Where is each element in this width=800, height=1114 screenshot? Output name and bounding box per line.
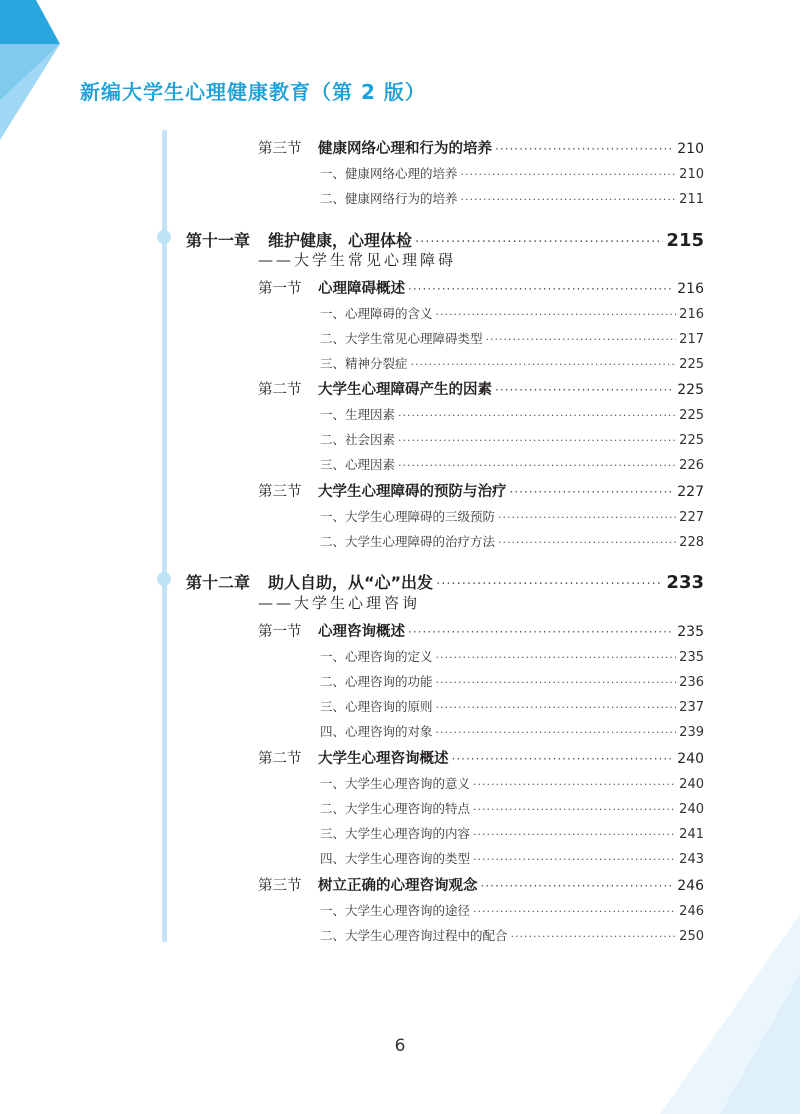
toc-item-row[interactable] [320,774,704,792]
item-label: 二、社会因素 [320,432,396,447]
page-ref: 235 [677,624,704,640]
page-number: 6 [394,1036,406,1056]
item-label: 二、健康网络行为的培养 [320,191,458,206]
dot-leader [436,701,677,714]
page-ref: 243 [679,852,704,867]
dot-leader [473,853,676,866]
page-ref: 237 [679,700,704,715]
dot-leader [461,193,677,206]
item-label: 四、大学生心理咨询的类型 [320,851,471,866]
toc-item-row[interactable] [320,354,704,372]
dot-leader [481,879,675,893]
dot-leader [436,651,677,664]
dot-leader [398,434,676,447]
page-ref: 225 [677,382,704,398]
toc-section-row[interactable] [258,620,704,641]
page-ref: 217 [679,332,704,347]
chapter-number: 第十二章 [186,573,251,592]
item-label: 二、大学生常见心理障碍类型 [320,331,483,346]
section-number: 第三节 [258,484,302,500]
dot-leader [398,409,676,422]
toc-item-row[interactable] [320,164,704,182]
page-ref: 227 [679,510,704,525]
toc-section-row[interactable] [258,277,704,298]
page-ref: 250 [679,929,704,944]
section-title: 心理咨询概述 [318,624,405,640]
item-label: 二、大学生心理障碍的治疗方法 [320,534,496,549]
dot-leader [436,577,663,592]
timeline-line [162,130,167,942]
toc-section-row[interactable] [258,378,704,399]
dot-leader [498,536,676,549]
dot-leader [436,676,677,689]
dot-leader [510,485,675,499]
page-ref: 210 [677,141,704,157]
dot-leader [398,459,676,472]
page-ref: 246 [677,878,704,894]
toc-item-row[interactable] [320,189,704,207]
dot-leader [495,142,674,156]
toc-item-row[interactable] [320,697,704,715]
section-number: 第一节 [258,281,302,297]
page-ref: 240 [677,751,704,767]
toc-item-row[interactable] [320,405,704,423]
item-label: 三、大学生心理咨询的内容 [320,826,471,841]
dot-leader [498,511,676,524]
toc-item-row[interactable] [320,430,704,448]
item-label: 二、心理咨询的功能 [320,674,433,689]
dot-leader [473,778,676,791]
page-ref: 241 [679,827,704,842]
dot-leader [408,625,674,639]
dot-leader [495,383,674,397]
page-ref: 211 [679,192,704,207]
item-label: 一、生理因素 [320,407,396,422]
toc-chapter-row[interactable] [186,228,704,251]
section-title: 健康网络心理和行为的培养 [318,141,492,157]
dot-leader [473,803,676,816]
book-title: 新编大学生心理健康教育（第 2 版） [80,80,426,104]
chapter-title: 维护健康，心理体检 [268,231,413,250]
corner-decoration-bottom-right [640,914,800,1114]
dot-leader [452,752,675,766]
toc-section-row[interactable] [258,747,704,768]
item-label: 一、大学生心理咨询的意义 [320,776,471,791]
chapter-11-marker [157,230,171,244]
dot-leader [461,168,677,181]
item-label: 一、心理咨询的定义 [320,649,433,664]
section-number: 第二节 [258,751,302,767]
dot-leader [415,235,663,250]
toc-item-row[interactable] [320,304,704,322]
page-ref: 240 [679,802,704,817]
section-title: 大学生心理咨询概述 [318,751,449,767]
dot-leader [511,930,677,943]
section-number: 第三节 [258,141,302,157]
chapter-12-marker [157,572,171,586]
toc-item-row[interactable] [320,849,704,867]
page-ref: 228 [679,535,704,550]
item-label: 二、大学生心理咨询过程中的配合 [320,928,508,943]
page-ref: 216 [679,307,704,322]
dot-leader [436,726,677,739]
item-label: 三、精神分裂症 [320,356,408,371]
toc-item-row[interactable] [320,901,704,919]
dot-leader [473,828,676,841]
page-ref: 225 [679,433,704,448]
toc-section-row[interactable] [258,874,704,895]
chapter-number: 第十一章 [186,231,251,250]
dot-leader [436,308,677,321]
page-ref: 216 [677,281,704,297]
section-number: 第二节 [258,382,302,398]
dot-leader [473,905,676,918]
dot-leader [486,333,677,346]
toc-item-row[interactable] [320,455,704,473]
item-label: 一、大学生心理障碍的三级预防 [320,509,496,524]
item-label: 二、大学生心理咨询的特点 [320,801,471,816]
toc-item-row[interactable] [320,722,704,740]
dot-leader [408,282,674,296]
item-label: 三、心理咨询的原则 [320,699,433,714]
page-ref: 235 [679,650,704,665]
section-number: 第一节 [258,624,302,640]
section-title: 心理障碍概述 [318,281,405,297]
item-label: 三、心理因素 [320,457,396,472]
page-ref: 233 [666,572,704,593]
toc-item-row[interactable] [320,532,704,550]
item-label: 一、健康网络心理的培养 [320,166,458,181]
section-title: 树立正确的心理咨询观念 [318,878,478,894]
toc-item-row[interactable] [320,926,704,944]
toc-section-row[interactable] [258,137,704,158]
corner-decoration-top-left [0,0,60,140]
chapter-subtitle: ——大学生常见心理障碍 [258,251,457,269]
page-ref: 210 [679,167,704,182]
section-title: 大学生心理障碍的预防与治疗 [318,484,507,500]
toc-item-row[interactable] [320,672,704,690]
page-ref: 225 [679,357,704,372]
page-ref: 215 [666,230,704,251]
item-label: 一、大学生心理咨询的途径 [320,903,471,918]
page-ref: 236 [679,675,704,690]
toc-item-row[interactable] [320,507,704,525]
page-ref: 226 [679,458,704,473]
section-number: 第三节 [258,878,302,894]
toc-chapter-row[interactable] [186,570,704,593]
page-ref: 225 [679,408,704,423]
toc-item-row[interactable] [320,329,704,347]
toc-item-row[interactable] [320,647,704,665]
page-ref: 227 [677,484,704,500]
item-label: 一、心理障碍的含义 [320,306,433,321]
toc-item-row[interactable] [320,824,704,842]
page-ref: 240 [679,777,704,792]
page-ref: 239 [679,725,704,740]
toc-item-row[interactable] [320,799,704,817]
section-title: 大学生心理障碍产生的因素 [318,382,492,398]
toc-section-row[interactable] [258,480,704,501]
page-ref: 246 [679,904,704,919]
chapter-title: 助人自助，从“心”出发 [268,573,434,592]
dot-leader [411,358,677,371]
chapter-subtitle: ——大学生心理咨询 [258,594,421,612]
item-label: 四、心理咨询的对象 [320,724,433,739]
